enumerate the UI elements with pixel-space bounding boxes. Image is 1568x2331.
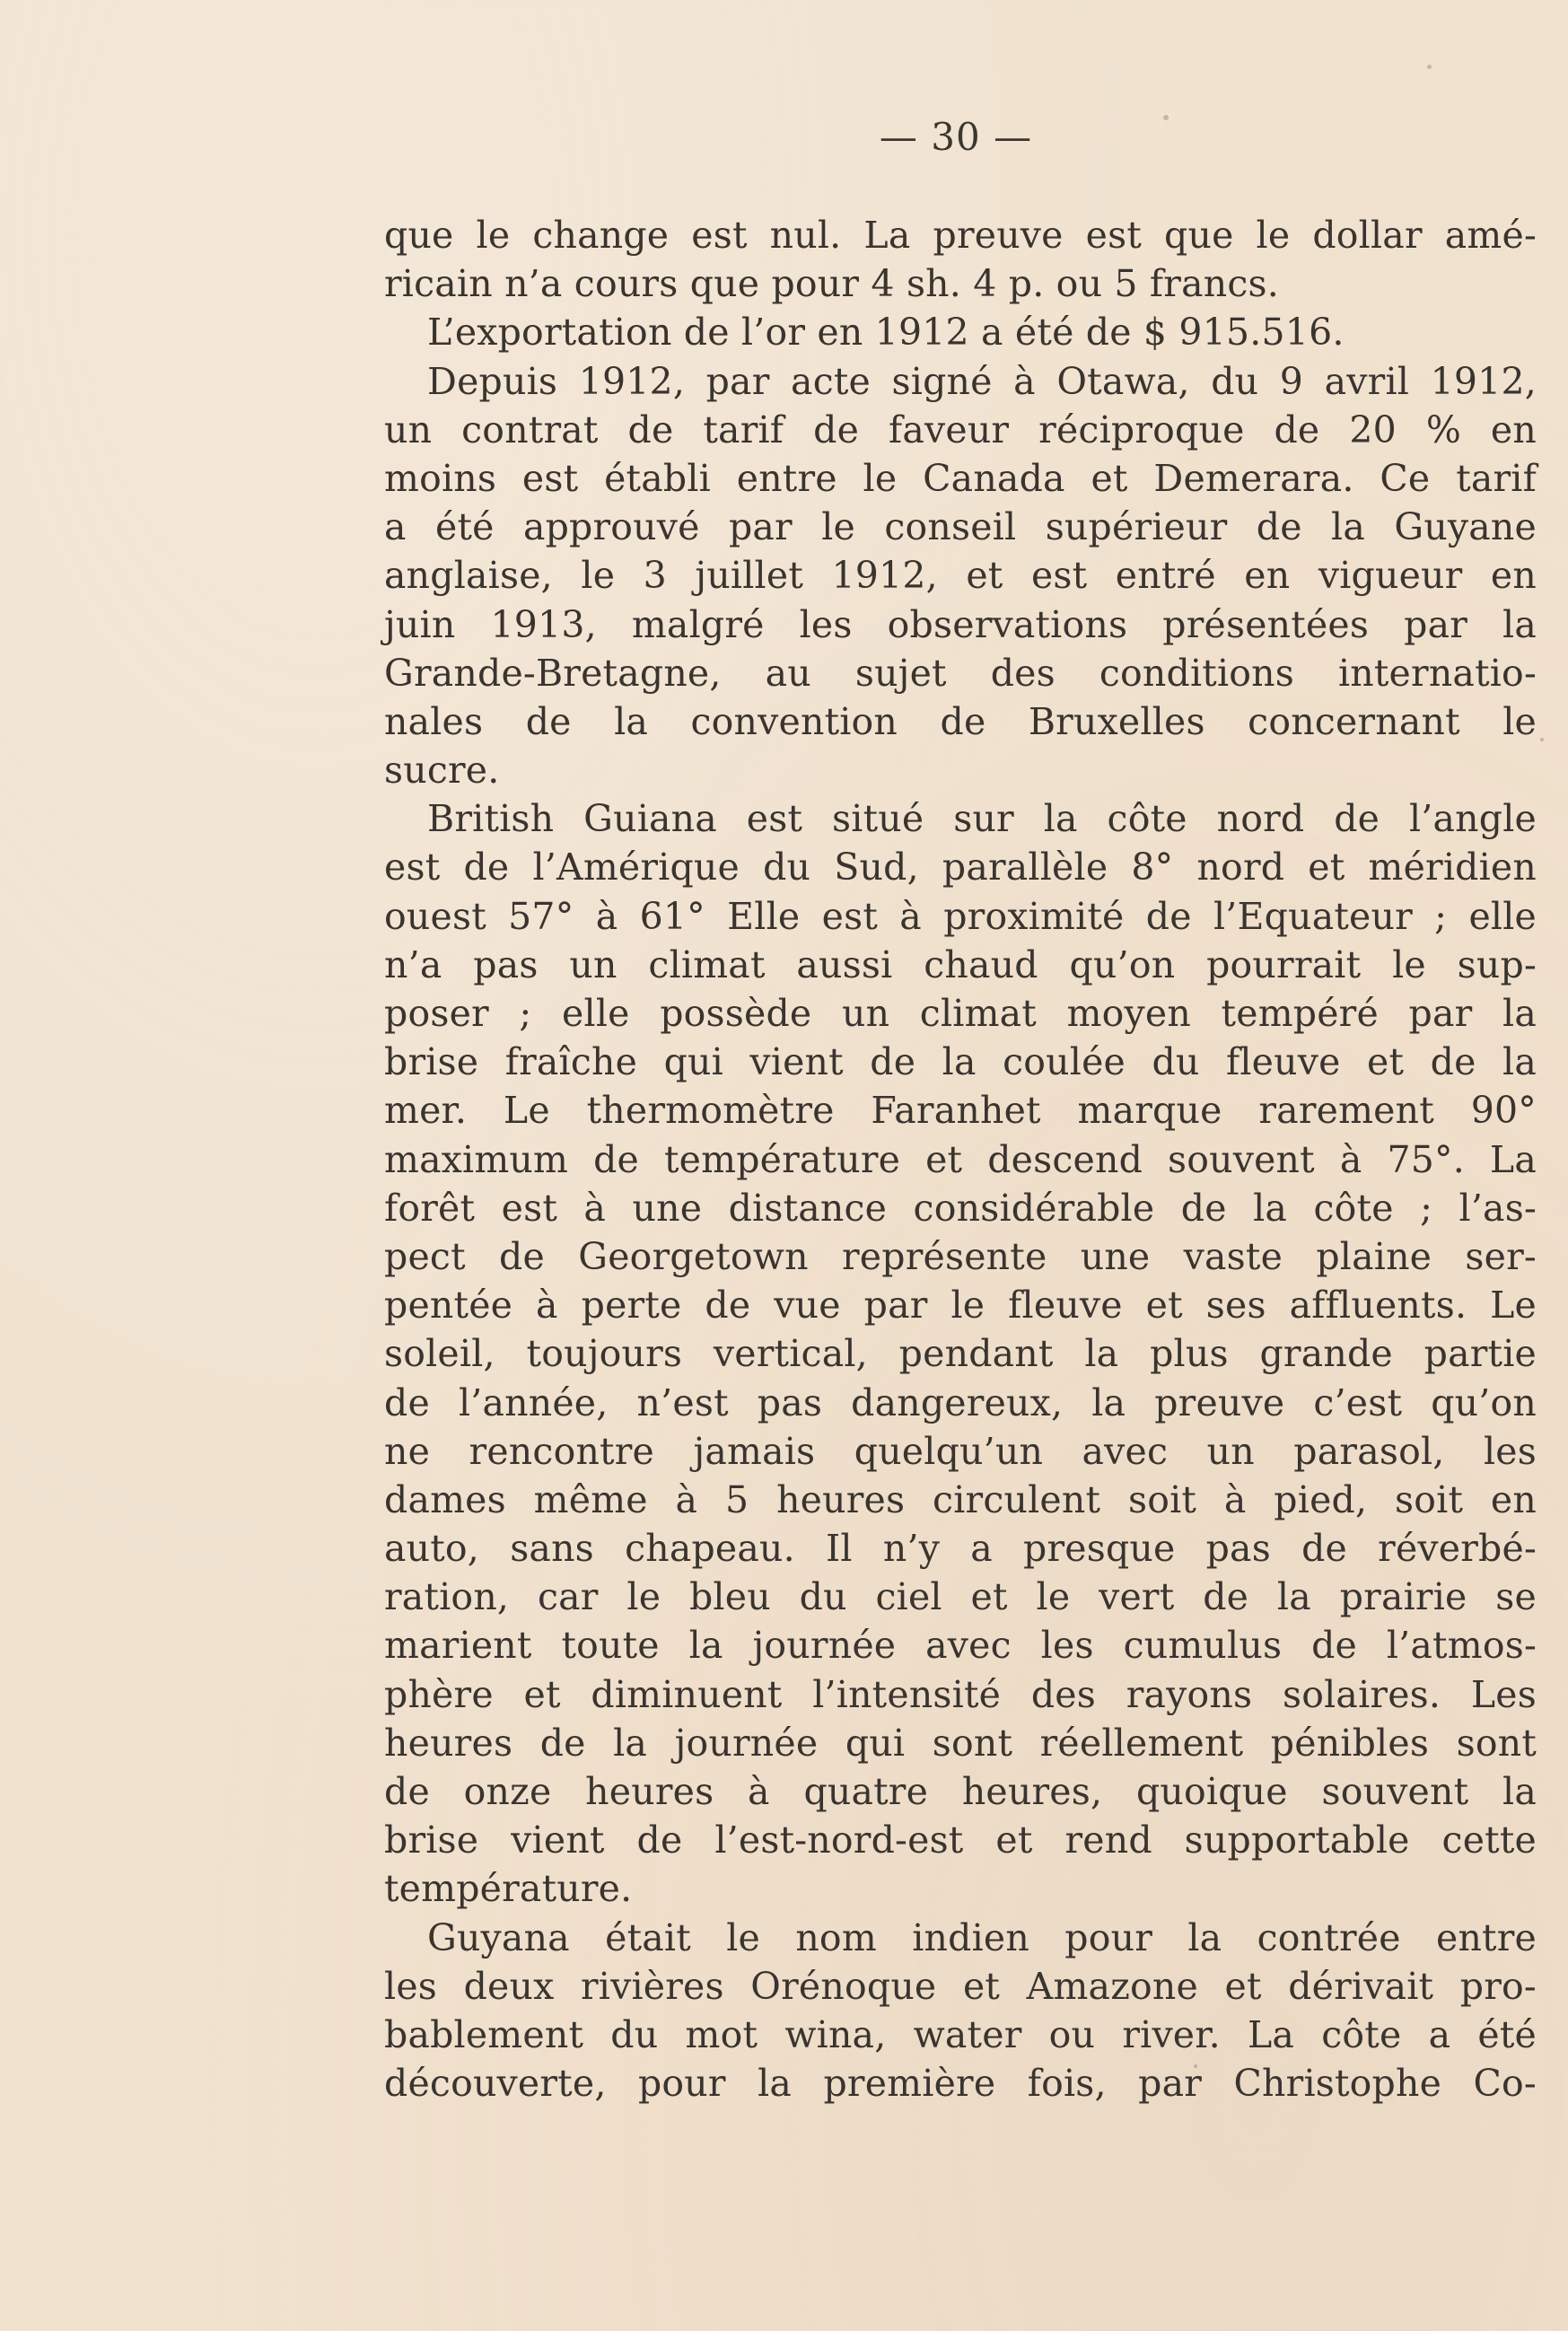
text-line: moins est établi entre le Canada et Demerara. Ce tarif <box>384 456 1537 500</box>
text-line: forêt est à une distance considérable de la côte ; l’as- <box>384 1186 1537 1230</box>
text-line: ricain n’a cours que pour 4 sh. 4 p. ou 5 francs. <box>384 262 1279 306</box>
page-number: — 30 — <box>879 115 1033 159</box>
text-line: sucre. <box>384 749 500 793</box>
text-line: ration, car le bleu du ciel et le vert de la prairie se <box>384 1575 1537 1619</box>
text-line: n’a pas un climat aussi chaud qu’on pourrait le sup- <box>384 942 1537 986</box>
text-line: maximum de température et descend souvent à 75°. La <box>384 1137 1537 1181</box>
text-line: Guyana était le nom indien pour la contrée entre <box>427 1915 1537 1959</box>
text-line: brise vient de l’est-nord-est et rend supportable cette <box>384 1818 1537 1862</box>
text-line: L’exportation de l’or en 1912 a été de $ 915.516. <box>427 311 1345 355</box>
text-line: bablement du mot wina, water ou river. La côte a été <box>384 2012 1537 2056</box>
text-line: British Guiana est situé sur la côte nord de l’angle <box>427 797 1537 841</box>
text-line: a été approuvé par le conseil supérieur de la Guyane <box>384 505 1537 549</box>
text-line: heures de la journée qui sont réellement pénibles sont <box>384 1721 1537 1765</box>
paper-speck <box>1163 115 1169 120</box>
text-line: soleil, toujours vertical, pendant la plus grande partie <box>384 1332 1537 1376</box>
text-line: anglaise, le 3 juillet 1912, et est entré en vigueur en <box>384 554 1537 598</box>
text-line: poser ; elle possède un climat moyen tempéré par la <box>384 992 1537 1035</box>
text-line: ouest 57° à 61° Elle est à proximité de l’Equateur ; elle <box>384 894 1537 938</box>
text-line: dames même à 5 heures circulent soit à pied, soit en <box>384 1477 1537 1521</box>
text-line: juin 1913, malgré les observations présentées par la <box>384 602 1537 646</box>
text-line: brise fraîche qui vient de la coulée du fleuve et de la <box>384 1040 1537 1084</box>
text-line: nales de la convention de Bruxelles concernant le <box>384 699 1537 743</box>
text-line: Depuis 1912, par acte signé à Otawa, du 9 avril 1912, <box>427 359 1537 403</box>
text-line: les deux rivières Orénoque et Amazone et dérivait pro- <box>384 1964 1537 2008</box>
paper-speck <box>1427 65 1432 69</box>
text-line: découverte, pour la première fois, par Christophe Co- <box>384 2062 1537 2106</box>
text-line: Grande-Bretagne, au sujet des conditions internatio- <box>384 651 1537 695</box>
body-text <box>384 211 1537 2108</box>
text-line: auto, sans chapeau. Il n’y a presque pas de réverbé- <box>384 1527 1537 1571</box>
text-line: phère et diminuent l’intensité des rayons solaires. Les <box>384 1672 1537 1716</box>
paper-speck <box>1540 738 1544 741</box>
text-line: mer. Le thermomètre Faranhet marque rarement 90° <box>384 1089 1537 1133</box>
text-line: marient toute la journée avec les cumulus de l’atmos- <box>384 1624 1537 1668</box>
text-line: est de l’Amérique du Sud, parallèle 8° nord et méridien <box>384 846 1537 889</box>
text-line: pentée à perte de vue par le fleuve et ses affluents. Le <box>384 1284 1537 1328</box>
text-line: un contrat de tarif de faveur réciproque de 20 % en <box>384 407 1537 451</box>
text-line: température. <box>384 1867 633 1911</box>
text-line: que le change est nul. La preuve est que le dollar amé- <box>384 214 1537 257</box>
paper-speck <box>1194 2064 1197 2068</box>
text-line: de l’année, n’est pas dangereux, la preuve c’est qu’on <box>384 1380 1537 1424</box>
text-line: pect de Georgetown représente une vaste plaine ser- <box>384 1234 1537 1278</box>
text-line: ne rencontre jamais quelqu’un avec un parasol, les <box>384 1429 1537 1473</box>
text-line: de onze heures à quatre heures, quoique souvent la <box>384 1770 1537 1813</box>
